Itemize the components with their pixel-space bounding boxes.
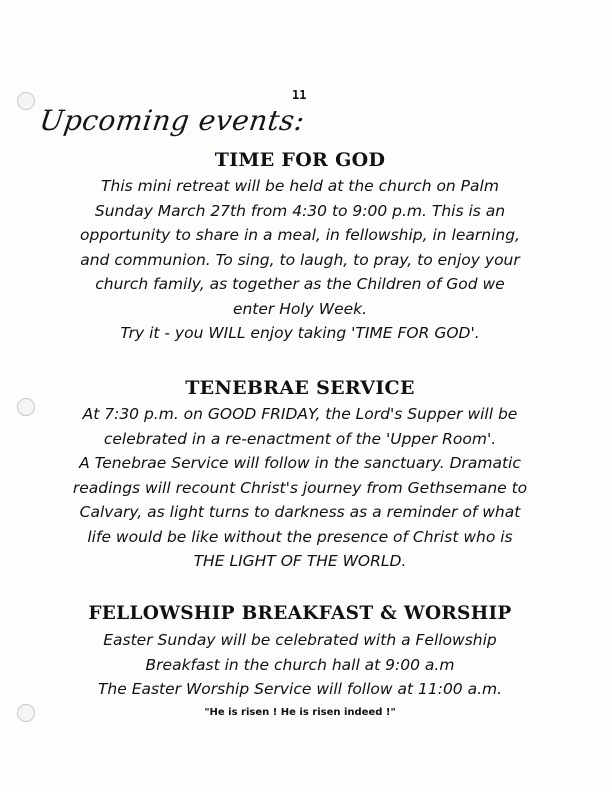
page-heading: Upcoming events: bbox=[37, 104, 307, 137]
event-text-line: Breakfast in the church hall at 9:00 a.m bbox=[145, 655, 455, 674]
event-text-line: Easter Sunday will be celebrated with a Fellowship bbox=[103, 631, 497, 649]
event-tenebrae-service bbox=[30, 374, 570, 574]
page-number: 11 bbox=[292, 88, 307, 102]
event-text-line: readings will recount Christ's journey from Gethsemane to bbox=[72, 478, 528, 497]
event-text-line: This mini retreat will be held at the church on Palm bbox=[101, 177, 499, 195]
punch-hole bbox=[17, 92, 35, 110]
event-title: FELLOWSHIP BREAKFAST & WORSHIP bbox=[88, 603, 512, 624]
event-text-line: and communion. To sing, to laugh, to pray, to enjoy your bbox=[80, 250, 520, 269]
event-text-line: A Tenebrae Service will follow in the sanctuary. Dramatic bbox=[79, 454, 521, 472]
event-title: TENEBRAE SERVICE bbox=[185, 377, 415, 399]
event-text-line: The Easter Worship Service will follow at 11:00 a.m. bbox=[97, 680, 503, 698]
event-title: TIME FOR GOD bbox=[214, 149, 386, 171]
event-text-line: enter Holy Week. bbox=[232, 299, 368, 318]
event-text-line: THE LIGHT OF THE WORLD. bbox=[193, 552, 407, 570]
event-text-line: life would be like without the presence of Christ who is bbox=[87, 527, 513, 546]
event-text-line: At 7:30 p.m. on GOOD FRIDAY, the Lord's Supper will be bbox=[82, 405, 518, 423]
closing-quote: "He is risen ! He is risen indeed !" bbox=[204, 706, 396, 718]
event-text-line: Calvary, as light turns to darkness as a reminder of what bbox=[79, 503, 521, 521]
event-text-line: church family, as together as the Children of God we bbox=[95, 275, 505, 293]
event-text-line: celebrated in a re-enactment of the 'Upper Room'. bbox=[103, 429, 497, 448]
event-text-line: Try it - you WILL enjoy taking 'TIME FOR GOD'. bbox=[120, 324, 480, 342]
event-fellowship-breakfast bbox=[30, 600, 570, 732]
event-text-line: Sunday March 27th from 4:30 to 9:00 p.m. This is an bbox=[94, 201, 506, 220]
event-time-for-god bbox=[30, 146, 570, 346]
event-text-line: opportunity to share in a meal, in fellowship, in learning, bbox=[80, 226, 520, 244]
